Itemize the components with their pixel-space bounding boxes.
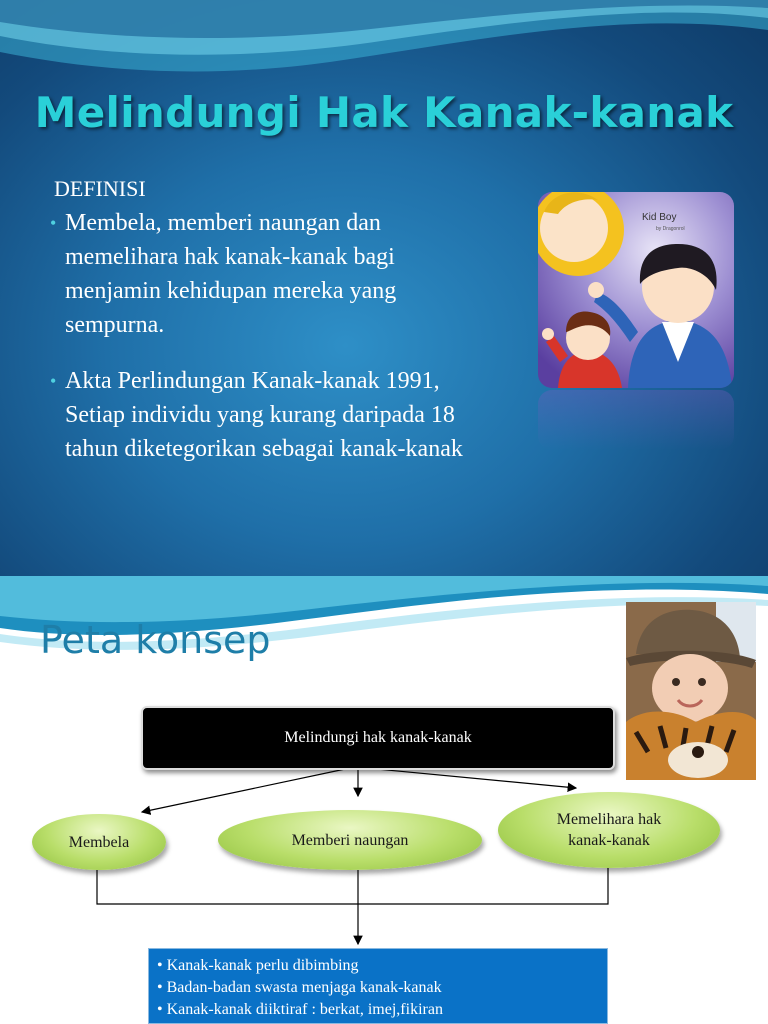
bullet-line: tahun diketegorikan sebagai kanak-kanak xyxy=(65,436,463,462)
slide-title: Peta konsep xyxy=(40,618,271,662)
definition-heading: DEFINISI xyxy=(54,176,146,201)
bullet-line: Setiap individu yang kurang daripada 18 xyxy=(65,402,455,428)
main-concept-box: Melindungi hak kanak-kanak xyxy=(141,706,615,770)
illustration-reflection xyxy=(538,390,734,450)
bullet-1 xyxy=(48,206,528,342)
point-item: • Kanak-kanak diiktiraf : berkat, imej,fikiran xyxy=(157,1001,443,1018)
image-subcaption: by Dragonrol xyxy=(656,226,685,232)
definition-block xyxy=(48,172,528,466)
bullet-line: Akta Perlindungan Kanak-kanak 1991, xyxy=(65,368,440,394)
oval-label: Membela xyxy=(68,833,130,851)
point-item: • Kanak-kanak perlu dibimbing xyxy=(157,957,359,974)
oval-memelihara-hak xyxy=(498,792,720,868)
slide-title: Melindungi Hak Kanak-kanak xyxy=(34,88,734,137)
bullet-icon: • xyxy=(50,371,57,391)
bullet-icon: • xyxy=(50,213,57,233)
kid-boy-illustration xyxy=(538,192,734,388)
point-item: • Badan-badan swasta menjaga kanak-kanak xyxy=(157,979,442,996)
oval-label-line: Memelihara hak xyxy=(556,811,662,828)
oval-label: Memberi naungan xyxy=(291,831,409,849)
bullet-2 xyxy=(48,364,528,466)
oval-label-line: kanak-kanak xyxy=(568,832,650,849)
oval-membela xyxy=(32,814,166,870)
oval-memberi-naungan xyxy=(218,810,482,870)
slide-2 xyxy=(0,576,768,1024)
points-box xyxy=(148,948,608,1024)
bullet-line: Membela, memberi naungan dan xyxy=(65,210,381,236)
image-caption: Kid Boy xyxy=(642,212,677,223)
bullet-line: menjamin kehidupan mereka yang xyxy=(65,278,397,304)
bullet-line: memelihara hak kanak-kanak bagi xyxy=(65,244,395,270)
bullet-line: sempurna. xyxy=(65,312,165,338)
